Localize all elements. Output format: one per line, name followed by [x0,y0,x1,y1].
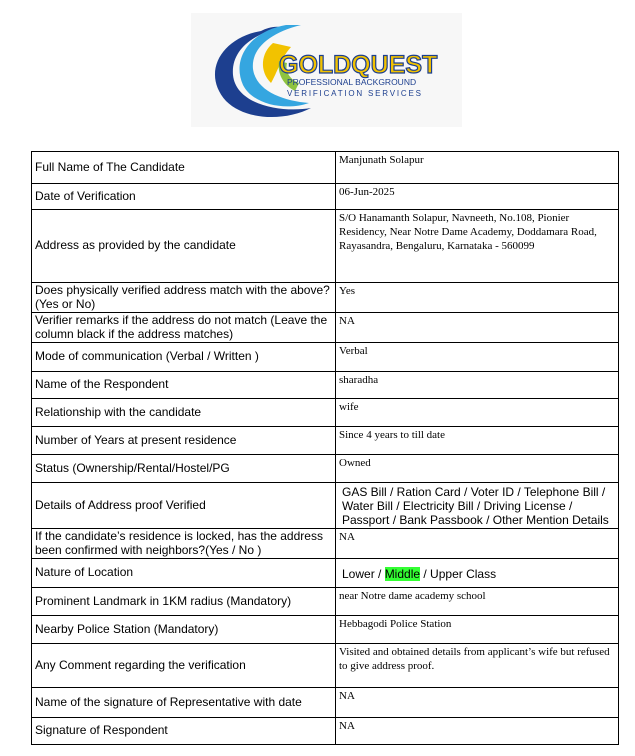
row-value: Manjunath Solapur [336,152,619,184]
row-value: Owned [336,455,619,483]
row-label: Prominent Landmark in 1KM radius (Mandatory) [32,588,336,616]
table-row [32,644,619,688]
row-value: wife [336,399,619,427]
row-label: Relationship with the candidate [32,399,336,427]
row-label: Nearby Police Station (Mandatory) [32,616,336,644]
row-label: Name of the signature of Representative with date [32,688,336,718]
location-selected-option: Middle [384,566,421,581]
company-logo [191,13,462,127]
row-label: Does physically verified address match with the above? (Yes or No) [32,283,336,313]
table-row [32,529,619,559]
row-value: sharadha [336,372,619,399]
table-row [32,483,619,529]
row-value: NA [336,313,619,343]
row-label: Details of Address proof Verified [32,483,336,529]
row-value: NA [336,718,619,745]
row-value: Yes [336,283,619,313]
row-value: Hebbagodi Police Station [336,616,619,644]
row-value: Since 4 years to till date [336,427,619,455]
row-value [336,559,619,588]
table-row [32,455,619,483]
table-row [32,616,619,644]
row-value: S/O Hanamanth Solapur, Navneeth, No.108, Pionier Residency, Near Notre Dame Academy, Doddamara Road, Rayasandra, Bengaluru, Karnataka - 560099 [336,210,619,283]
location-lower-option: Lower / [342,566,385,581]
row-value: near Notre dame academy school [336,588,619,616]
table-row [32,343,619,372]
table-row [32,283,619,313]
table-row [32,210,619,283]
row-label: Number of Years at present residence [32,427,336,455]
location-upper-option: / Upper Class [420,566,497,581]
logo-tagline-1: PROFESSIONAL BACKGROUND [287,77,417,87]
row-label: Verifier remarks if the address do not match (Leave the column black if the address matches) [32,313,336,343]
row-label: If the candidate’s residence is locked, has the address been confirmed with neighbors?(Yes / No ) [32,529,336,559]
table-row [32,588,619,616]
table-row [32,427,619,455]
table-row [32,184,619,210]
table-row [32,688,619,718]
table-row [32,152,619,184]
row-value: GAS Bill / Ration Card / Voter ID / Telephone Bill / Water Bill / Electricity Bill / Driving License / Passport / Bank Passbook / Other Mention Details [336,483,619,529]
row-value: Visited and obtained details from applicant’s wife but refused to give address proof. [336,644,619,688]
table-row [32,399,619,427]
row-label: Full Name of The Candidate [32,152,336,184]
verification-table [31,151,619,745]
row-value: NA [336,688,619,718]
table-row [32,559,619,588]
row-value: Verbal [336,343,619,372]
table-row [32,313,619,343]
row-value: 06-Jun-2025 [336,184,619,210]
row-label: Address as provided by the candidate [32,210,336,283]
row-label: Any Comment regarding the verification [32,644,336,688]
row-label: Status (Ownership/Rental/Hostel/PG [32,455,336,483]
table-row [32,718,619,745]
row-label: Name of the Respondent [32,372,336,399]
row-label: Signature of Respondent [32,718,336,745]
logo-tagline-2: VERIFICATION SERVICES [287,89,423,98]
row-label: Mode of communication (Verbal / Written ) [32,343,336,372]
logo-brand-text: GOLDQUEST [279,51,438,79]
row-label: Nature of Location [32,559,336,588]
row-label: Date of Verification [32,184,336,210]
table-row [32,372,619,399]
row-value: NA [336,529,619,559]
